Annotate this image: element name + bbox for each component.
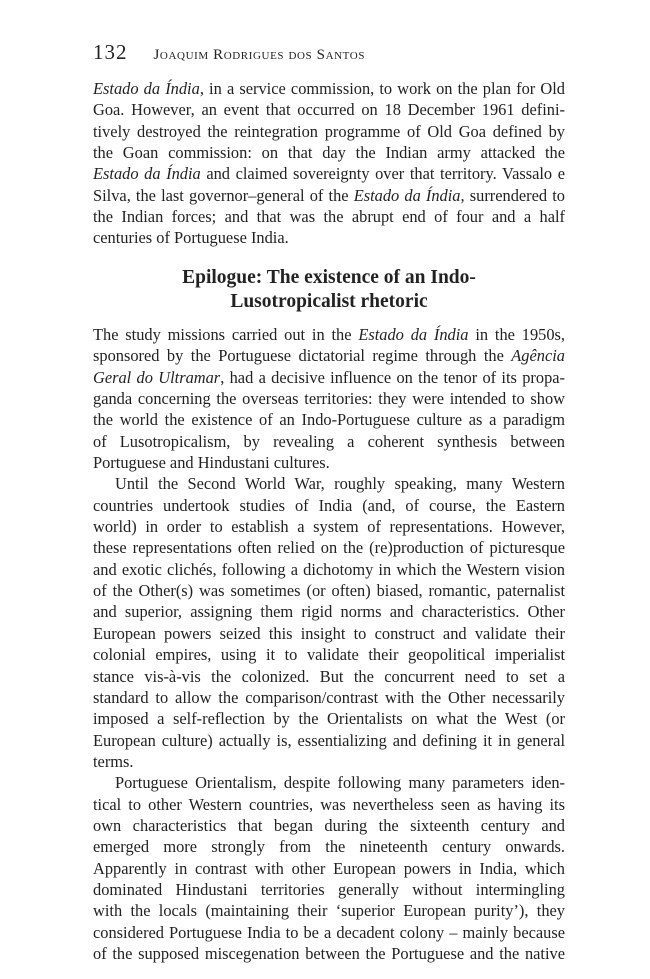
text-run: Goa. However, an event that occurred on 18 December 1961 defini- bbox=[93, 100, 565, 120]
text-run: Portuguese and Hindustani cultures. bbox=[93, 453, 330, 473]
text-line bbox=[93, 142, 565, 163]
text-line bbox=[93, 666, 565, 687]
text-line bbox=[93, 559, 565, 580]
body-paragraph bbox=[93, 324, 565, 473]
text-line bbox=[93, 473, 565, 494]
text-line bbox=[93, 687, 565, 708]
text-line bbox=[93, 185, 565, 206]
text-line bbox=[93, 227, 565, 248]
text-run: with the locals (maintaining their ‘superior European purity’), they bbox=[93, 901, 565, 921]
text-run: European powers seized this insight to construct and validate their bbox=[93, 623, 565, 643]
text-run: stance vis-à-vis the colonized. But the concurrent need to set a bbox=[93, 666, 565, 686]
text-line bbox=[93, 751, 565, 772]
text-run: terms. bbox=[93, 751, 134, 771]
text-line bbox=[93, 78, 565, 99]
text-run: countries undertook studies of India (and, of course, the Eastern bbox=[93, 495, 565, 515]
text-run: tively destroyed the reintegration programme of Old Goa defined by bbox=[93, 121, 565, 141]
text-run: of the Other(s) was sometimes (or often) biased, romantic, paternalist bbox=[93, 581, 565, 601]
text-line bbox=[93, 324, 565, 345]
text-run: Silva, the last governor–general of the bbox=[93, 185, 354, 205]
text-run: ganda concerning the overseas territories: they were intended to show bbox=[93, 389, 565, 409]
text-run: imposed a self-reflection by the Orientalists on what the West (or bbox=[93, 709, 565, 729]
section-heading bbox=[93, 266, 565, 314]
text-run: The study missions carried out in the bbox=[93, 325, 359, 344]
text-line bbox=[93, 537, 565, 558]
section-heading-line-1: Epilogue: The existence of an Indo- bbox=[182, 267, 476, 288]
text-line bbox=[93, 708, 565, 729]
text-line bbox=[93, 623, 565, 644]
text-run: considered Portuguese India to be a decadent colony – mainly because bbox=[93, 922, 565, 942]
text-line bbox=[93, 388, 565, 409]
text-line bbox=[93, 580, 565, 601]
running-head bbox=[93, 40, 573, 66]
text-run: the Goan commission: on that day the Indian army attacked the bbox=[93, 143, 565, 163]
text-line bbox=[93, 367, 565, 388]
text-line bbox=[93, 858, 565, 879]
text-run: and superior, assigning them rigid norms and characteristics. Other bbox=[93, 602, 565, 622]
body-paragraph bbox=[93, 473, 565, 772]
italic-text: Estado da Índia bbox=[93, 164, 201, 184]
text-run: these representations often relied on the (re)production of picturesque bbox=[93, 538, 565, 558]
section-heading-line-2: Lusotropicalist rhetoric bbox=[230, 291, 428, 312]
text-run: , surrendered to bbox=[460, 185, 566, 205]
text-run: the world the existence of an Indo-Portuguese culture as a paradigm bbox=[93, 410, 565, 430]
body-paragraph bbox=[93, 772, 565, 964]
text-run: of the supposed miscegenation between the Portuguese and the native bbox=[93, 943, 565, 963]
text-line bbox=[93, 99, 565, 120]
text-line bbox=[93, 922, 565, 943]
text-run: standard to allow the comparison/contrast with the Other necessarily bbox=[93, 687, 565, 707]
text-run: European culture) actually is, essentializing and defining it in general bbox=[93, 730, 565, 750]
text-run: of Lusotropicalism, by revealing a coherent synthesis between bbox=[93, 431, 565, 451]
text-line bbox=[93, 121, 565, 142]
text-line bbox=[93, 815, 565, 836]
text-run: centuries of Portuguese India. bbox=[93, 228, 289, 248]
italic-text: Estado da Índia bbox=[358, 325, 469, 344]
text-run: dominated Hindustani territories generally without intermingling bbox=[93, 879, 565, 899]
text-line bbox=[93, 644, 565, 665]
italic-text: Geral do Ultramar bbox=[93, 367, 221, 387]
italic-text: Estado da Índia bbox=[353, 185, 461, 205]
text-run: the Indian forces; and that was the abrupt end of four and a half bbox=[93, 207, 565, 227]
text-line bbox=[93, 943, 565, 964]
text-line bbox=[93, 409, 565, 430]
text-line bbox=[93, 495, 565, 516]
text-run: in the 1950s, bbox=[468, 325, 566, 344]
text-run: colonial empires, using it to validate their geopolitical imperialist bbox=[93, 645, 565, 665]
italic-text: Estado da Índia bbox=[93, 79, 200, 98]
text-run: tical to other Western countries, was nevertheless seen as having its bbox=[93, 794, 565, 814]
text-line bbox=[93, 601, 565, 622]
text-run: and claimed sovereignty over that territory. Vassalo e bbox=[200, 164, 565, 184]
text-line bbox=[93, 836, 565, 857]
text-run: Apparently in contrast with other European powers in India, which bbox=[93, 858, 565, 878]
text-line bbox=[93, 452, 565, 473]
text-line bbox=[93, 794, 565, 815]
text-line bbox=[93, 431, 565, 452]
text-line bbox=[93, 772, 565, 793]
text-run: emerged more strongly from the nineteenth century onwards. bbox=[93, 837, 565, 857]
text-line bbox=[93, 206, 565, 227]
epilogue-body bbox=[93, 324, 565, 964]
italic-text: Agência bbox=[511, 346, 565, 366]
text-run: own characteristics that began during the sixteenth century and bbox=[93, 815, 565, 835]
text-run: and exotic clichés, following a dichotomy in which the Western vision bbox=[93, 559, 565, 579]
text-line bbox=[93, 900, 565, 921]
intro-paragraph bbox=[93, 78, 565, 249]
page-number: 132 bbox=[93, 40, 128, 64]
text-run: , had a decisive influence on the tenor of its propa- bbox=[220, 367, 565, 387]
text-line bbox=[93, 163, 565, 184]
text-run: world) in order to establish a system of representations. However, bbox=[93, 517, 565, 537]
text-line bbox=[93, 516, 565, 537]
running-head-author: Joaquim Rodrigues dos Santos bbox=[153, 47, 366, 63]
text-line bbox=[93, 879, 565, 900]
text-run: Until the Second World War, roughly speaking, many Western bbox=[115, 474, 565, 494]
text-run: Portuguese Orientalism, despite following many parameters iden- bbox=[115, 773, 565, 793]
text-run: sponsored by the Portuguese dictatorial regime through the bbox=[93, 346, 512, 366]
text-run: , in a service commission, to work on the plan for Old bbox=[199, 79, 565, 98]
text-line bbox=[93, 730, 565, 751]
text-line bbox=[93, 345, 565, 366]
